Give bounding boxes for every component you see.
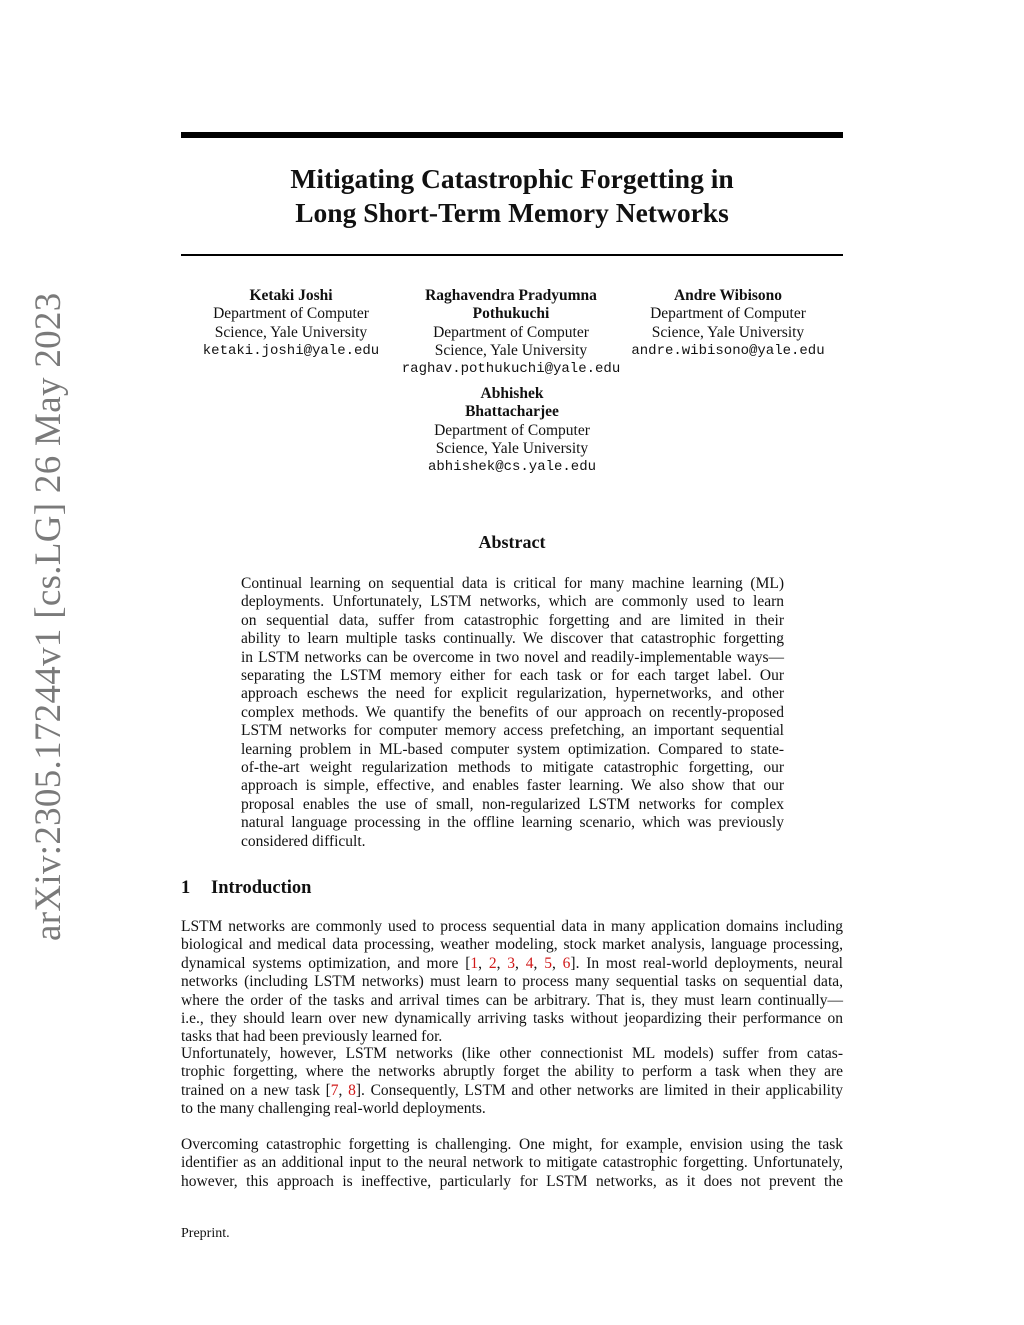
title-bottom-rule <box>181 254 843 256</box>
paragraph-line: however, this approach is ineffective, particularly for LSTM networks, as it does not prevent the <box>181 1172 843 1190</box>
paragraph-line: trained on a new task [7, 8]. Consequently, LSTM and other networks are limited in their applicability <box>181 1081 844 1099</box>
author-email[interactable]: andre.wibisono@yale.edu <box>631 342 825 359</box>
author-affiliation: Department of Computer <box>433 323 589 341</box>
paragraph-line: networks (including LSTM networks) must learn to process many sequential tasks on sequential data, <box>181 973 843 991</box>
citation-link[interactable]: 4 <box>525 954 534 972</box>
abstract-heading: Abstract <box>478 532 546 552</box>
citation-link[interactable]: 2 <box>488 954 497 972</box>
paragraph-line: biological and medical data processing, weather modeling, stock market analysis, language processing, <box>181 936 843 954</box>
abstract-line: LSTM networks for computer memory access prefetching, an important sequential <box>241 722 784 740</box>
paragraph-line: identifier as an additional input to the neural network to mitigate catastrophic forgetting. Unfortunately, <box>181 1154 843 1172</box>
abstract-line: approach eschews the need for explicit regularization, hypernetworks, and other <box>241 685 784 703</box>
author-name: Andre Wibisono <box>673 287 783 304</box>
abstract-line: ability to learn multiple tasks continually. We discover that catastrophic forgetting <box>241 630 784 648</box>
title-line-1: Mitigating Catastrophic Forgetting in <box>290 163 734 194</box>
paragraph-line: trophic forgetting, where the networks abruptly forget the ability to perform a task when they are <box>181 1063 843 1081</box>
paragraph-line: Unfortunately, however, LSTM networks (like other connectionist ML models) suffer from catas- <box>181 1045 843 1062</box>
author-affiliation: Department of Computer <box>213 305 369 323</box>
author-affiliation: Science, Yale University <box>435 439 589 457</box>
citation-link[interactable]: 8 <box>348 1081 356 1099</box>
author-affiliation: Science, Yale University <box>434 341 588 359</box>
author-name: Raghavendra Pradyumna <box>425 287 597 304</box>
paragraph-line: LSTM networks are commonly used to process sequential data in many application domains including <box>181 918 843 935</box>
paragraph-line: dynamical systems optimization, and more [1, 2, 3, 4, 5, 6]. In most real-world deployments, neural <box>181 954 843 972</box>
author-name: Ketaki Joshi <box>249 287 333 304</box>
abstract-line: considered difficult. <box>241 832 366 850</box>
abstract-line: proposal enables the use of small, non-regularized LSTM networks for complex <box>241 795 784 813</box>
intro-paragraph-1 <box>181 918 843 1047</box>
author-block-pothukuchi <box>393 287 629 378</box>
section-heading-introduction <box>181 878 311 899</box>
author-affiliation: Science, Yale University <box>214 323 368 341</box>
abstract-line: Continual learning on sequential data is critical for many machine learning (ML) <box>241 575 784 592</box>
intro-paragraph-2 <box>181 1045 843 1119</box>
citation-link[interactable]: 5 <box>544 954 552 972</box>
author-name: Pothukuchi <box>472 305 550 323</box>
author-email[interactable]: abhishek@cs.yale.edu <box>427 459 597 476</box>
arxiv-identifier-stamp: arXiv:2305.17244v1 [cs.LG] 26 May 2023 <box>28 292 69 941</box>
author-block-wibisono <box>622 287 834 360</box>
author-affiliation: Department of Computer <box>434 421 590 439</box>
author-affiliation: Science, Yale University <box>651 323 805 341</box>
author-affiliation: Department of Computer <box>650 305 806 323</box>
author-block-bhattacharjee <box>407 385 617 476</box>
abstract-line: on sequential data, suffer from catastrophic forgetting and are limited in their <box>241 611 784 629</box>
abstract-line: of-the-art weight regularization methods to mitigate catastrophic forgetting, our <box>241 759 784 777</box>
author-block-joshi <box>191 287 391 360</box>
abstract-line: deployments. Unfortunately, LSTM networks, which are commonly used to learn <box>241 593 784 611</box>
author-email[interactable]: raghav.pothukuchi@yale.edu <box>401 361 621 378</box>
section-number: 1 <box>181 878 191 898</box>
author-name: Bhattacharjee <box>465 403 559 421</box>
abstract-text <box>241 575 784 851</box>
intro-paragraph-3 <box>181 1136 843 1191</box>
paragraph-line: where the order of the tasks and arrival times can be arbitrary. That is, they must learn continually— <box>181 991 843 1009</box>
citation-link[interactable]: 7 <box>330 1081 339 1099</box>
paragraph-line: tasks that had been previously learned for. <box>181 1028 443 1046</box>
footer-note: Preprint. <box>181 1226 230 1241</box>
abstract-line: separating the LSTM memory either for each task or for each target label. Our <box>241 667 784 685</box>
abstract-line: learning problem in ML-based computer system optimization. Compared to state- <box>241 740 784 758</box>
paragraph-line: Overcoming catastrophic forgetting is challenging. One might, for example, envision using the task <box>181 1136 843 1153</box>
citation-link[interactable]: 3 <box>507 954 516 972</box>
title-top-rule <box>181 132 843 138</box>
section-title: Introduction <box>211 878 312 898</box>
paragraph-line: to the many challenging real-world deployments. <box>181 1100 486 1118</box>
abstract-line: approach is simple, effective, and enables faster learning. We also show that our <box>241 777 784 795</box>
title-line-2: Long Short-Term Memory Networks <box>295 197 729 228</box>
author-name: Abhishek <box>480 385 544 402</box>
abstract-line: natural language processing in the offline learning scenario, which was previously <box>241 814 784 832</box>
citation-link[interactable]: 1 <box>470 954 479 972</box>
citation-link[interactable]: 6 <box>562 954 571 972</box>
abstract-line: in LSTM networks can be overcome in two novel and readily-implementable ways— <box>241 648 784 666</box>
paragraph-line: i.e., they should learn over new dynamically arriving tasks without jeopardizing their performance on <box>181 1010 843 1028</box>
author-email[interactable]: ketaki.joshi@yale.edu <box>202 342 380 359</box>
paper-title <box>181 162 843 230</box>
abstract-line: complex methods. We quantify the benefits of our approach on recently-proposed <box>241 703 784 721</box>
